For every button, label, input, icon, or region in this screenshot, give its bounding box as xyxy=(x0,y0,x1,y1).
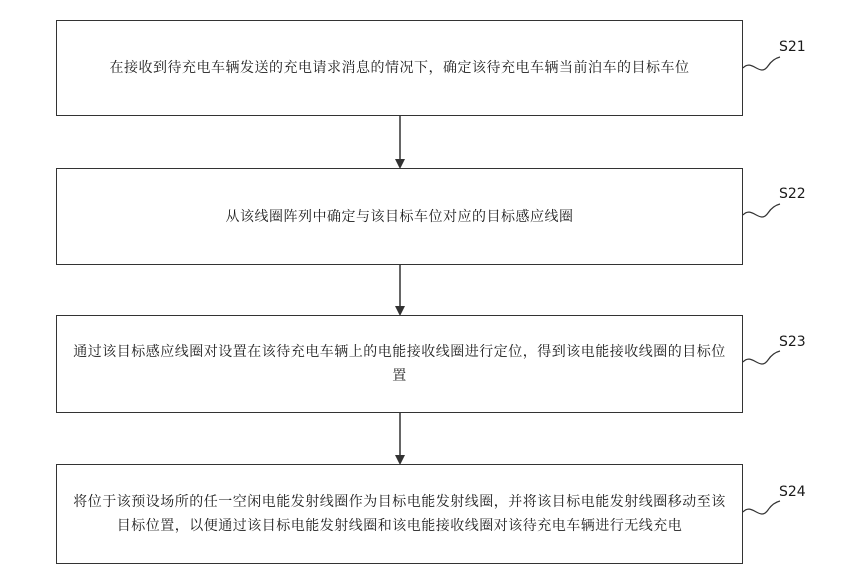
step-label-s24: S24 xyxy=(779,484,806,500)
step-text-s24: 将位于该预设场所的任一空闲电能发射线圈作为目标电能发射线圈，并将该目标电能发射线圈移动至该目标位置，以便通过该目标电能发射线圈和该电能接收线圈对该待充电车辆进行无线充电 xyxy=(73,494,726,534)
step-box-s22 xyxy=(56,168,743,265)
leader-line-s23 xyxy=(743,351,780,364)
step-box-s23 xyxy=(56,315,743,413)
step-text-s21: 在接收到待充电车辆发送的充电请求消息的情况下，确定该待充电车辆当前泊车的目标车位 xyxy=(109,60,690,76)
step-label-s22: S22 xyxy=(779,186,806,202)
step-label-s23: S23 xyxy=(779,334,806,350)
step-box-s24 xyxy=(56,464,743,564)
leader-line-s21 xyxy=(743,57,780,70)
leader-line-s24 xyxy=(743,501,780,514)
step-text-s23: 通过该目标感应线圈对设置在该待充电车辆上的电能接收线圈进行定位，得到该电能接收线圈的目标位置 xyxy=(73,344,726,384)
step-label-s21: S21 xyxy=(779,39,806,55)
leader-line-s22 xyxy=(743,204,780,217)
step-text-s22: 从该线圈阵列中确定与该目标车位对应的目标感应线圈 xyxy=(225,208,574,225)
step-box-s21 xyxy=(56,20,743,116)
